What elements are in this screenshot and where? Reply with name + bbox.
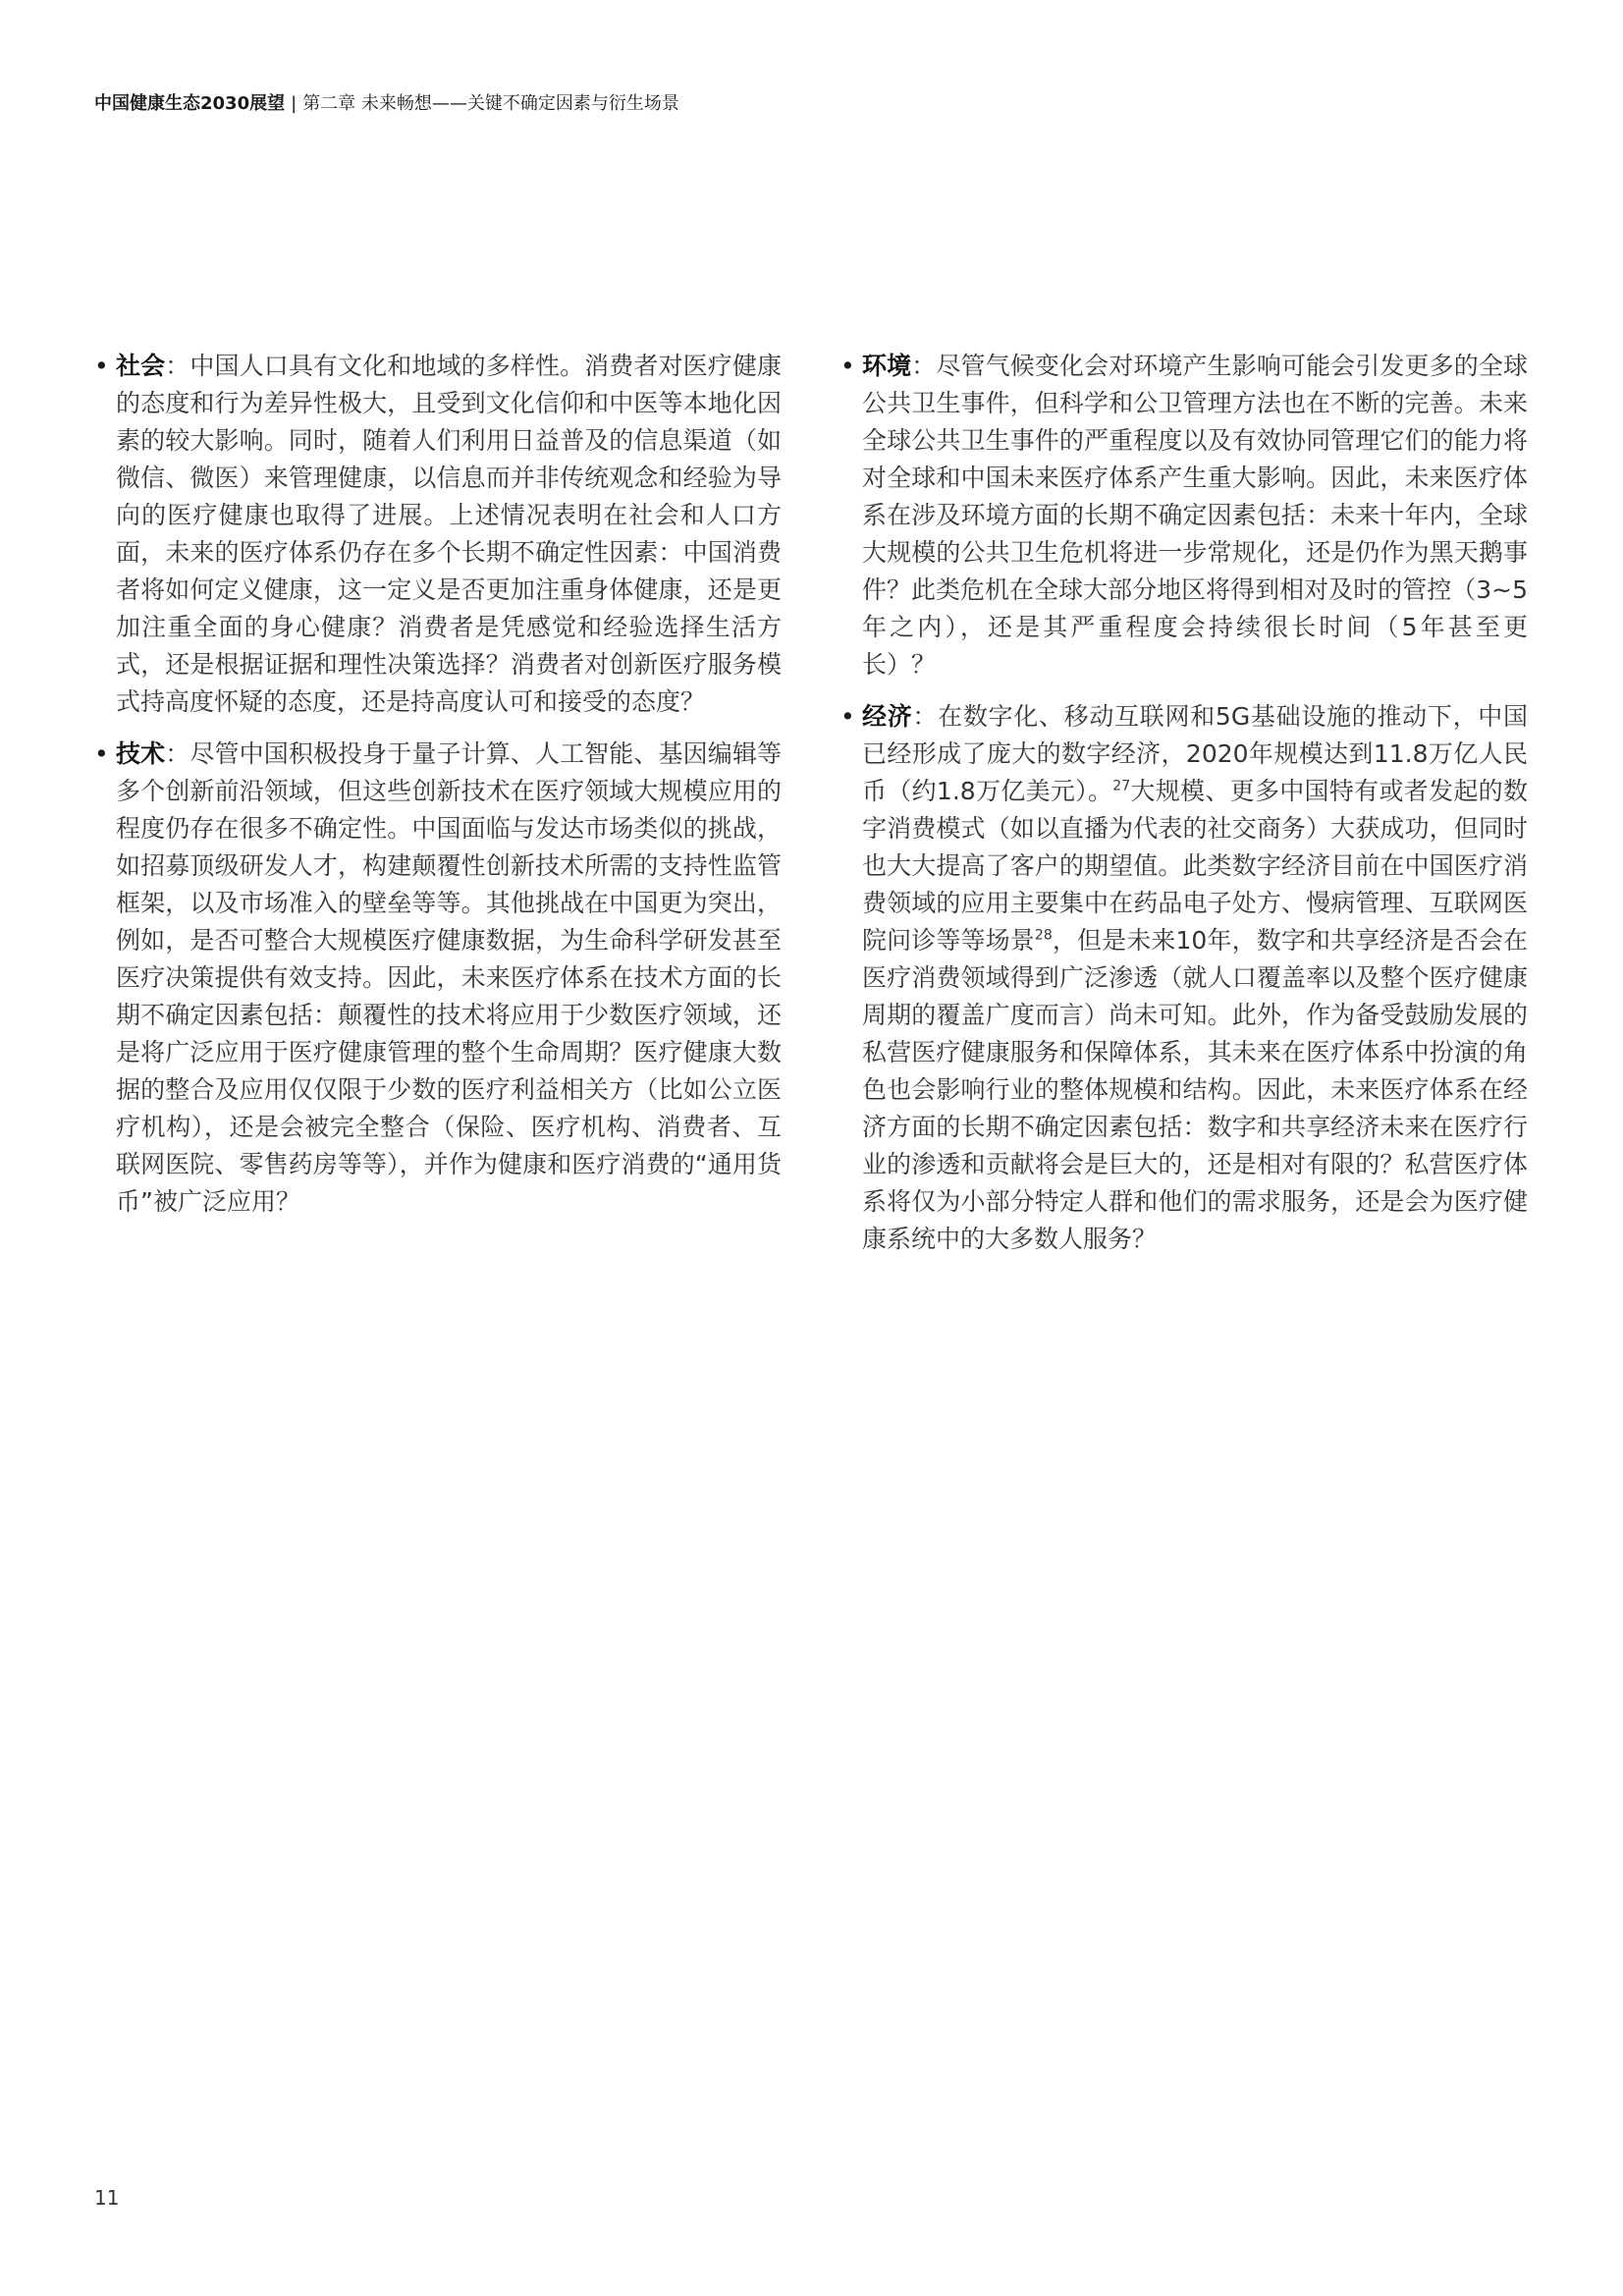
- footnote-ref-28: 28: [1034, 927, 1053, 944]
- bullet-dot-icon: •: [840, 702, 855, 731]
- running-header: [94, 92, 679, 116]
- bullet-text-economy-part3: ，但是未来10年，数字和共享经济是否会在医疗消费领域得到广泛渗透（就人口覆盖率以及整个医疗健康周期的覆盖广度而言）尚未可知。此外，作为备受鼓励发展的私营医疗健康服务和保障体系，其未来在医疗体系中扮演的角色也会影响行业的整体规模和结构。因此，未来医疗体系在经济方面的长期不确定因素包括：数字和共享经济未来在医疗行业的渗透和贡献将会是巨大的，还是相对有限的？私营医疗体系将仅为小部分特定人群和他们的需求服务，还是会为医疗健康系统中的大多数人服务？: [862, 926, 1528, 1253]
- bullet-dot-icon: •: [94, 739, 109, 768]
- bullet-label-society: 社会: [116, 352, 166, 380]
- bullet-colon: ：: [165, 739, 190, 768]
- bullet-text-society: 中国人口具有文化和地域的多样性。消费者对医疗健康的态度和行为差异性极大，且受到文化信仰和中医等本地化因素的较大影响。同时，随着人们利用日益普及的信息渠道（如微信、微医）来管理健康，以信息而并非传统观念和经验为导向的医疗健康也取得了进展。上述情况表明在社会和人口方面，未来的医疗体系仍存在多个长期不确定性因素：中国消费者将如何定义健康，这一定义是否更加注重身体健康，还是更加注重全面的身心健康？消费者是凭感觉和经验选择生活方式，还是根据证据和理性决策选择？消费者对创新医疗服务模式持高度怀疑的态度，还是持高度认可和接受的态度？: [116, 352, 782, 716]
- bullet-economy: [840, 698, 1528, 1258]
- right-column: [840, 348, 1528, 1273]
- bullet-text-environment: 尽管气候变化会对环境产生影响可能会引发更多的全球公共卫生事件，但科学和公卫管理方法也在不断的完善。未来全球公共卫生事件的严重程度以及有效协同管理它们的能力将对全球和中国未来医疗体系产生重大影响。因此，未来医疗体系在涉及环境方面的长期不确定因素包括：未来十年内，全球大规模的公共卫生危机将进一步常规化，还是仍作为黑天鹅事件？此类危机在全球大部分地区将得到相对及时的管控（3~5年之内），还是其严重程度会持续很长时间（5年甚至更长）？: [862, 352, 1528, 679]
- bullet-colon: ：: [911, 352, 937, 380]
- bullet-dot-icon: •: [94, 352, 109, 380]
- page-number: 11: [94, 2186, 120, 2210]
- bullet-colon: ：: [912, 702, 939, 731]
- bullet-label-technology: 技术: [116, 739, 166, 768]
- bullet-label-economy: 经济: [862, 702, 913, 731]
- header-separator: |: [291, 93, 298, 114]
- bullet-environment: [840, 348, 1528, 683]
- report-title: 中国健康生态2030展望: [94, 93, 286, 114]
- bullet-label-environment: 环境: [862, 352, 912, 380]
- bullet-text-economy-part1: 在数字化、移动互联网和5G基础设施的推动下，中国已经形成了庞大的数字经济，2020年规模达到11.8万亿人民币（约1.8万亿美元）。: [862, 702, 1528, 805]
- bullet-text-economy-part2: 大规模、更多中国特有或者发起的数字消费模式（如以直播为代表的社交商务）大获成功，但同时也大大提高了客户的期望值。此类数字经济目前在中国医疗消费领域的应用主要集中在药品电子处方、慢病管理、互联网医院问诊等等场景: [862, 777, 1528, 955]
- bullet-text-technology: 尽管中国积极投身于量子计算、人工智能、基因编辑等多个创新前沿领域，但这些创新技术在医疗领域大规模应用的程度仍存在很多不确定性。中国面临与发达市场类似的挑战，如招募顶级研发人才，构建颠覆性创新技术所需的支持性监管框架，以及市场准入的壁垒等等。其他挑战在中国更为突出，例如，是否可整合大规模医疗健康数据，为生命科学研发甚至医疗决策提供有效支持。因此，未来医疗体系在技术方面的长期不确定因素包括：颠覆性的技术将应用于少数医疗领域，还是将广泛应用于医疗健康管理的整个生命周期？医疗健康大数据的整合及应用仅仅限于少数的医疗利益相关方（比如公立医疗机构），还是会被完全整合（保险、医疗机构、消费者、互联网医院、零售药房等等），并作为健康和医疗消费的“通用货币”被广泛应用？: [116, 739, 782, 1216]
- chapter-title: 第二章 未来畅想——关键不确定因素与衍生场景: [302, 93, 679, 114]
- left-column: [94, 348, 782, 1235]
- bullet-colon: ：: [165, 352, 190, 380]
- bullet-society: [94, 348, 782, 721]
- bullet-dot-icon: •: [840, 352, 855, 380]
- footnote-ref-27: 27: [1112, 778, 1131, 794]
- bullet-technology: [94, 736, 782, 1221]
